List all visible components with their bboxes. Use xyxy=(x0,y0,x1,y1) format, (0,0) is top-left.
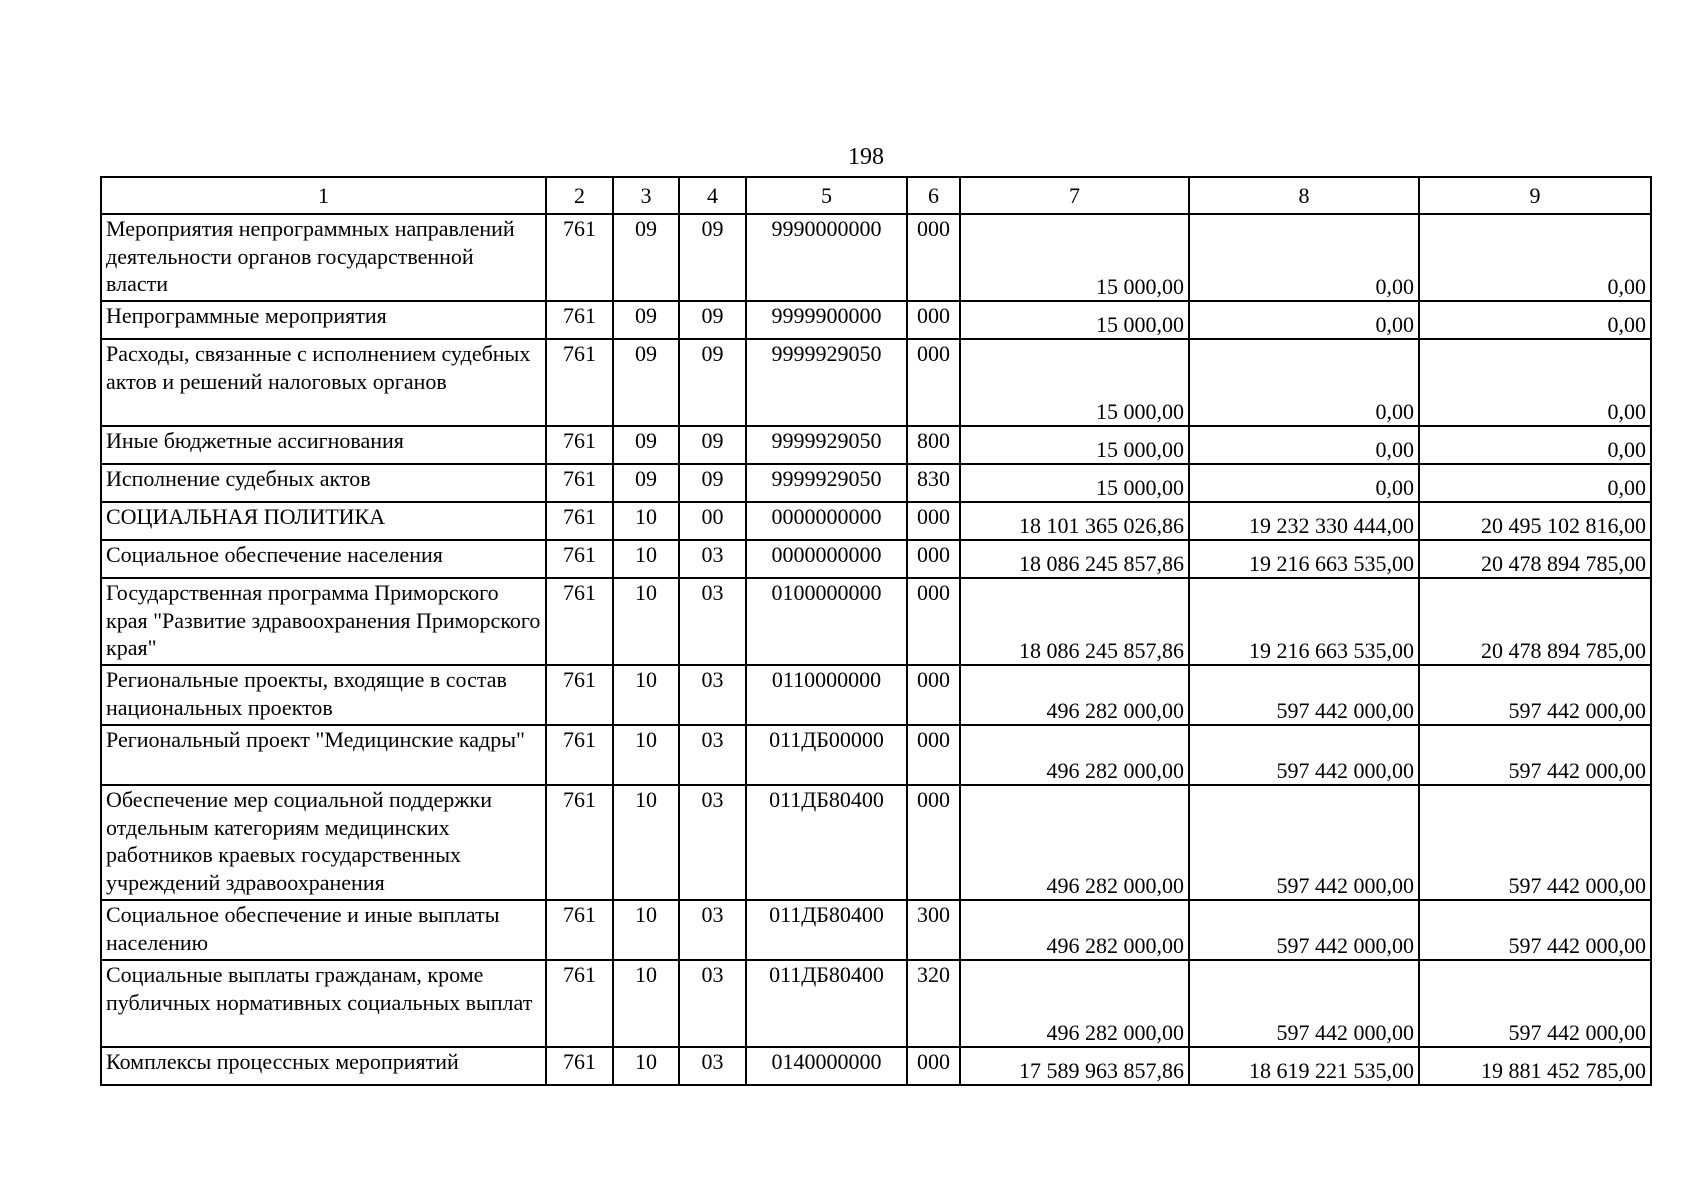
row-col-7: 496 282 000,00 xyxy=(960,900,1189,960)
row-col-4: 03 xyxy=(679,540,746,578)
row-col-6: 000 xyxy=(907,301,960,339)
row-col-8: 18 619 221 535,00 xyxy=(1189,1047,1419,1085)
row-col-9: 597 442 000,00 xyxy=(1419,900,1651,960)
row-col-7: 18 101 365 026,86 xyxy=(960,502,1189,540)
row-col-3: 09 xyxy=(613,214,679,301)
table-row xyxy=(101,464,1651,502)
table-row xyxy=(101,960,1651,1047)
header-cell-9: 9 xyxy=(1419,177,1651,214)
row-col-6: 000 xyxy=(907,540,960,578)
row-col-6: 320 xyxy=(907,960,960,1047)
header-cell-6: 6 xyxy=(907,177,960,214)
table-row xyxy=(101,1047,1651,1085)
row-col-3: 10 xyxy=(613,900,679,960)
row-col-7: 15 000,00 xyxy=(960,464,1189,502)
row-col-4: 03 xyxy=(679,900,746,960)
row-col-9: 0,00 xyxy=(1419,301,1651,339)
row-name: Государственная программа Приморского края "Развитие здравоохранения Приморского края" xyxy=(101,578,546,665)
row-col-5: 9999929050 xyxy=(746,464,907,502)
row-col-6: 830 xyxy=(907,464,960,502)
row-name: СОЦИАЛЬНАЯ ПОЛИТИКА xyxy=(101,502,546,540)
row-col-2: 761 xyxy=(546,214,613,301)
row-col-9: 597 442 000,00 xyxy=(1419,960,1651,1047)
row-col-3: 10 xyxy=(613,540,679,578)
row-col-9: 0,00 xyxy=(1419,464,1651,502)
row-name: Иные бюджетные ассигнования xyxy=(101,426,546,464)
header-cell-3: 3 xyxy=(613,177,679,214)
row-col-4: 03 xyxy=(679,1047,746,1085)
row-col-8: 597 442 000,00 xyxy=(1189,665,1419,725)
row-col-2: 761 xyxy=(546,665,613,725)
row-col-9: 0,00 xyxy=(1419,214,1651,301)
row-col-2: 761 xyxy=(546,502,613,540)
row-col-7: 496 282 000,00 xyxy=(960,665,1189,725)
row-col-3: 10 xyxy=(613,502,679,540)
row-col-6: 000 xyxy=(907,339,960,426)
row-name: Региональный проект "Медицинские кадры" xyxy=(101,725,546,785)
header-cell-7: 7 xyxy=(960,177,1189,214)
header-cell-8: 8 xyxy=(1189,177,1419,214)
row-col-7: 15 000,00 xyxy=(960,426,1189,464)
row-col-9: 597 442 000,00 xyxy=(1419,725,1651,785)
header-cell-1: 1 xyxy=(101,177,546,214)
row-col-7: 496 282 000,00 xyxy=(960,725,1189,785)
row-name: Комплексы процессных мероприятий xyxy=(101,1047,546,1085)
row-col-8: 597 442 000,00 xyxy=(1189,900,1419,960)
row-col-6: 000 xyxy=(907,725,960,785)
row-col-6: 000 xyxy=(907,785,960,900)
row-col-4: 09 xyxy=(679,339,746,426)
row-col-2: 761 xyxy=(546,301,613,339)
row-col-9: 0,00 xyxy=(1419,426,1651,464)
table-row xyxy=(101,785,1651,900)
table-row xyxy=(101,214,1651,301)
row-col-8: 0,00 xyxy=(1189,464,1419,502)
header-cell-2: 2 xyxy=(546,177,613,214)
row-col-3: 10 xyxy=(613,578,679,665)
row-col-2: 761 xyxy=(546,785,613,900)
row-col-2: 761 xyxy=(546,1047,613,1085)
row-col-4: 09 xyxy=(679,301,746,339)
row-col-8: 597 442 000,00 xyxy=(1189,785,1419,900)
row-col-9: 597 442 000,00 xyxy=(1419,665,1651,725)
row-col-8: 597 442 000,00 xyxy=(1189,960,1419,1047)
row-col-5: 0110000000 xyxy=(746,665,907,725)
row-col-8: 19 216 663 535,00 xyxy=(1189,540,1419,578)
row-col-9: 20 478 894 785,00 xyxy=(1419,540,1651,578)
row-col-2: 761 xyxy=(546,725,613,785)
row-col-3: 10 xyxy=(613,665,679,725)
row-col-7: 15 000,00 xyxy=(960,339,1189,426)
row-col-5: 0140000000 xyxy=(746,1047,907,1085)
row-col-2: 761 xyxy=(546,578,613,665)
row-col-5: 011ДБ80400 xyxy=(746,785,907,900)
row-col-4: 00 xyxy=(679,502,746,540)
row-col-4: 03 xyxy=(679,578,746,665)
row-col-9: 20 495 102 816,00 xyxy=(1419,502,1651,540)
row-col-3: 10 xyxy=(613,785,679,900)
row-col-5: 0000000000 xyxy=(746,540,907,578)
row-col-5: 9999900000 xyxy=(746,301,907,339)
row-col-2: 761 xyxy=(546,900,613,960)
row-col-8: 0,00 xyxy=(1189,214,1419,301)
row-col-4: 03 xyxy=(679,785,746,900)
row-col-9: 19 881 452 785,00 xyxy=(1419,1047,1651,1085)
row-col-7: 496 282 000,00 xyxy=(960,785,1189,900)
table-row xyxy=(101,426,1651,464)
row-name: Региональные проекты, входящие в состав национальных проектов xyxy=(101,665,546,725)
table-row xyxy=(101,578,1651,665)
row-col-3: 10 xyxy=(613,725,679,785)
row-col-5: 011ДБ00000 xyxy=(746,725,907,785)
row-col-6: 300 xyxy=(907,900,960,960)
row-col-7: 496 282 000,00 xyxy=(960,960,1189,1047)
row-name: Социальное обеспечение населения xyxy=(101,540,546,578)
row-name: Мероприятия непрограммных направлений деятельности органов государственной власти xyxy=(101,214,546,301)
header-row xyxy=(101,177,1651,214)
row-col-9: 0,00 xyxy=(1419,339,1651,426)
row-name: Социальное обеспечение и иные выплаты населению xyxy=(101,900,546,960)
row-col-5: 9999929050 xyxy=(746,339,907,426)
row-name: Непрограммные мероприятия xyxy=(101,301,546,339)
page-number: 198 xyxy=(848,144,884,170)
row-name: Исполнение судебных актов xyxy=(101,464,546,502)
row-col-2: 761 xyxy=(546,426,613,464)
row-col-4: 03 xyxy=(679,960,746,1047)
row-col-5: 011ДБ80400 xyxy=(746,960,907,1047)
row-col-4: 03 xyxy=(679,665,746,725)
row-col-9: 20 478 894 785,00 xyxy=(1419,578,1651,665)
row-col-7: 17 589 963 857,86 xyxy=(960,1047,1189,1085)
row-col-5: 0000000000 xyxy=(746,502,907,540)
row-col-3: 09 xyxy=(613,339,679,426)
row-col-5: 9999929050 xyxy=(746,426,907,464)
table-row xyxy=(101,540,1651,578)
row-col-5: 9990000000 xyxy=(746,214,907,301)
row-col-3: 09 xyxy=(613,464,679,502)
row-col-6: 000 xyxy=(907,502,960,540)
row-name: Обеспечение мер социальной поддержки отдельным категориям медицинских работников краевых государственных учреждений здравоохранения xyxy=(101,785,546,900)
row-col-7: 15 000,00 xyxy=(960,214,1189,301)
row-col-2: 761 xyxy=(546,960,613,1047)
table-row xyxy=(101,339,1651,426)
header-cell-5: 5 xyxy=(746,177,907,214)
row-col-2: 761 xyxy=(546,540,613,578)
row-col-3: 09 xyxy=(613,426,679,464)
row-col-3: 10 xyxy=(613,1047,679,1085)
row-col-8: 19 216 663 535,00 xyxy=(1189,578,1419,665)
row-col-6: 000 xyxy=(907,1047,960,1085)
row-name: Расходы, связанные с исполнением судебных актов и решений налоговых органов xyxy=(101,339,546,426)
table-row xyxy=(101,900,1651,960)
row-col-2: 761 xyxy=(546,339,613,426)
table-row xyxy=(101,502,1651,540)
row-col-8: 597 442 000,00 xyxy=(1189,725,1419,785)
budget-table xyxy=(100,176,1652,1086)
row-col-3: 10 xyxy=(613,960,679,1047)
row-col-8: 0,00 xyxy=(1189,301,1419,339)
row-col-4: 09 xyxy=(679,426,746,464)
row-col-6: 000 xyxy=(907,665,960,725)
row-col-8: 19 232 330 444,00 xyxy=(1189,502,1419,540)
row-col-4: 09 xyxy=(679,214,746,301)
table-row xyxy=(101,301,1651,339)
table-row xyxy=(101,725,1651,785)
row-col-7: 18 086 245 857,86 xyxy=(960,578,1189,665)
row-col-8: 0,00 xyxy=(1189,426,1419,464)
row-col-3: 09 xyxy=(613,301,679,339)
row-col-4: 03 xyxy=(679,725,746,785)
row-col-7: 15 000,00 xyxy=(960,301,1189,339)
row-col-6: 800 xyxy=(907,426,960,464)
row-col-9: 597 442 000,00 xyxy=(1419,785,1651,900)
row-name: Социальные выплаты гражданам, кроме публичных нормативных социальных выплат xyxy=(101,960,546,1047)
row-col-8: 0,00 xyxy=(1189,339,1419,426)
row-col-7: 18 086 245 857,86 xyxy=(960,540,1189,578)
row-col-5: 0100000000 xyxy=(746,578,907,665)
table-row xyxy=(101,665,1651,725)
row-col-6: 000 xyxy=(907,578,960,665)
row-col-4: 09 xyxy=(679,464,746,502)
row-col-2: 761 xyxy=(546,464,613,502)
header-cell-4: 4 xyxy=(679,177,746,214)
row-col-6: 000 xyxy=(907,214,960,301)
row-col-5: 011ДБ80400 xyxy=(746,900,907,960)
